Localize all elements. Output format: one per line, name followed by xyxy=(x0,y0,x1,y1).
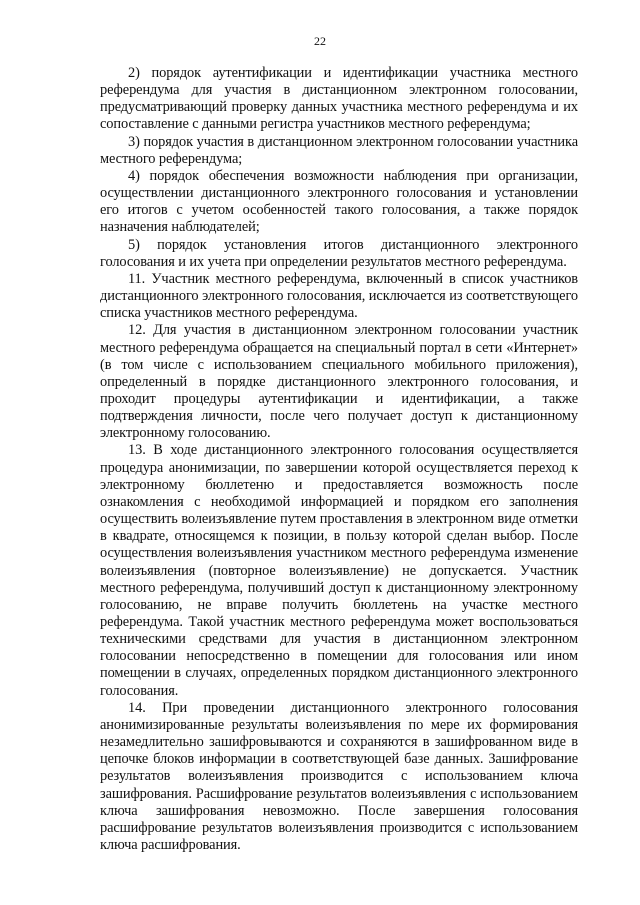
paragraph-item-3: 3) порядок участия в дистанционном электронном голосовании участника местного референдума; xyxy=(100,133,578,167)
paragraph-item-5: 5) порядок установления итогов дистанционного электронного голосования и их учета при определении результатов местного референдума. xyxy=(100,236,578,270)
paragraph-item-4: 4) порядок обеспечения возможности наблюдения при организации, осуществлении дистанционного электронного голосования и установлении его итогов с учетом особенностей такого голосования, а также порядок назначения наблюдателей; xyxy=(100,167,578,236)
page-number: 22 xyxy=(314,34,326,48)
paragraph-item-2: 2) порядок аутентификации и идентификации участника местного референдума для участия в дистанционном электронном голосовании, предусматривающий проверку данных участника местного референдума и их сопоставление с данными регистра участников местного референдума; xyxy=(100,65,578,133)
document-body xyxy=(100,65,578,854)
paragraph-13: 13. В ходе дистанционного электронного голосования осуществляется процедура анонимизации, по завершении которой осуществляется переход к электронному бюллетеню и предоставляется возможность после ознакомления с необходимой информацией и порядком его заполнения осуществить волеизъявление путем проставления в электронном виде отметки в квадрате, относящемся к позиции, в пользу которой сделан выбор. После осуществления волеизъявления участником местного референдума изменение волеизъявления (повторное волеизъявление) не допускается. Участник местного референдума, получивший доступ к дистанционному электронному голосованию, не вправе получить бюллетень на участке местного референдума. Такой участник местного референдума может воспользоваться техническими средствами для участия в дистанционном электронном голосовании непосредственно в помещении для голосования или ином помещении в случаях, определенных порядком дистанционного электронного голосования. xyxy=(100,442,578,699)
paragraph-11: 11. Участник местного референдума, включенный в список участников дистанционного электронного голосования, исключается из соответствующего списка участников местного референдума. xyxy=(100,270,578,322)
paragraph-14: 14. При проведении дистанционного электронного голосования анонимизированные результаты волеизъявления по мере их формирования незамедлительно зашифровываются и сохраняются в зашифрованном виде в цепочке блоков информации в соответствующей базе данных. Зашифрование результатов волеизъявления производится с использованием ключа зашифрования. Расшифрование результатов волеизъявления с использованием ключа зашифрования невозможно. После завершения голосования расшифрование результатов волеизъявления производится с использованием ключа расшифрования. xyxy=(100,699,578,854)
paragraph-12: 12. Для участия в дистанционном электронном голосовании участник местного референдума обращается на специальный портал в сети «Интернет» (в том числе с использованием специального мобильного приложения), определенный в порядке дистанционного электронного голосования, и проходит процедуры аутентификации и идентификации, а также подтверждения личности, после чего получает доступ к дистанционному электронному голосованию. xyxy=(100,322,578,442)
